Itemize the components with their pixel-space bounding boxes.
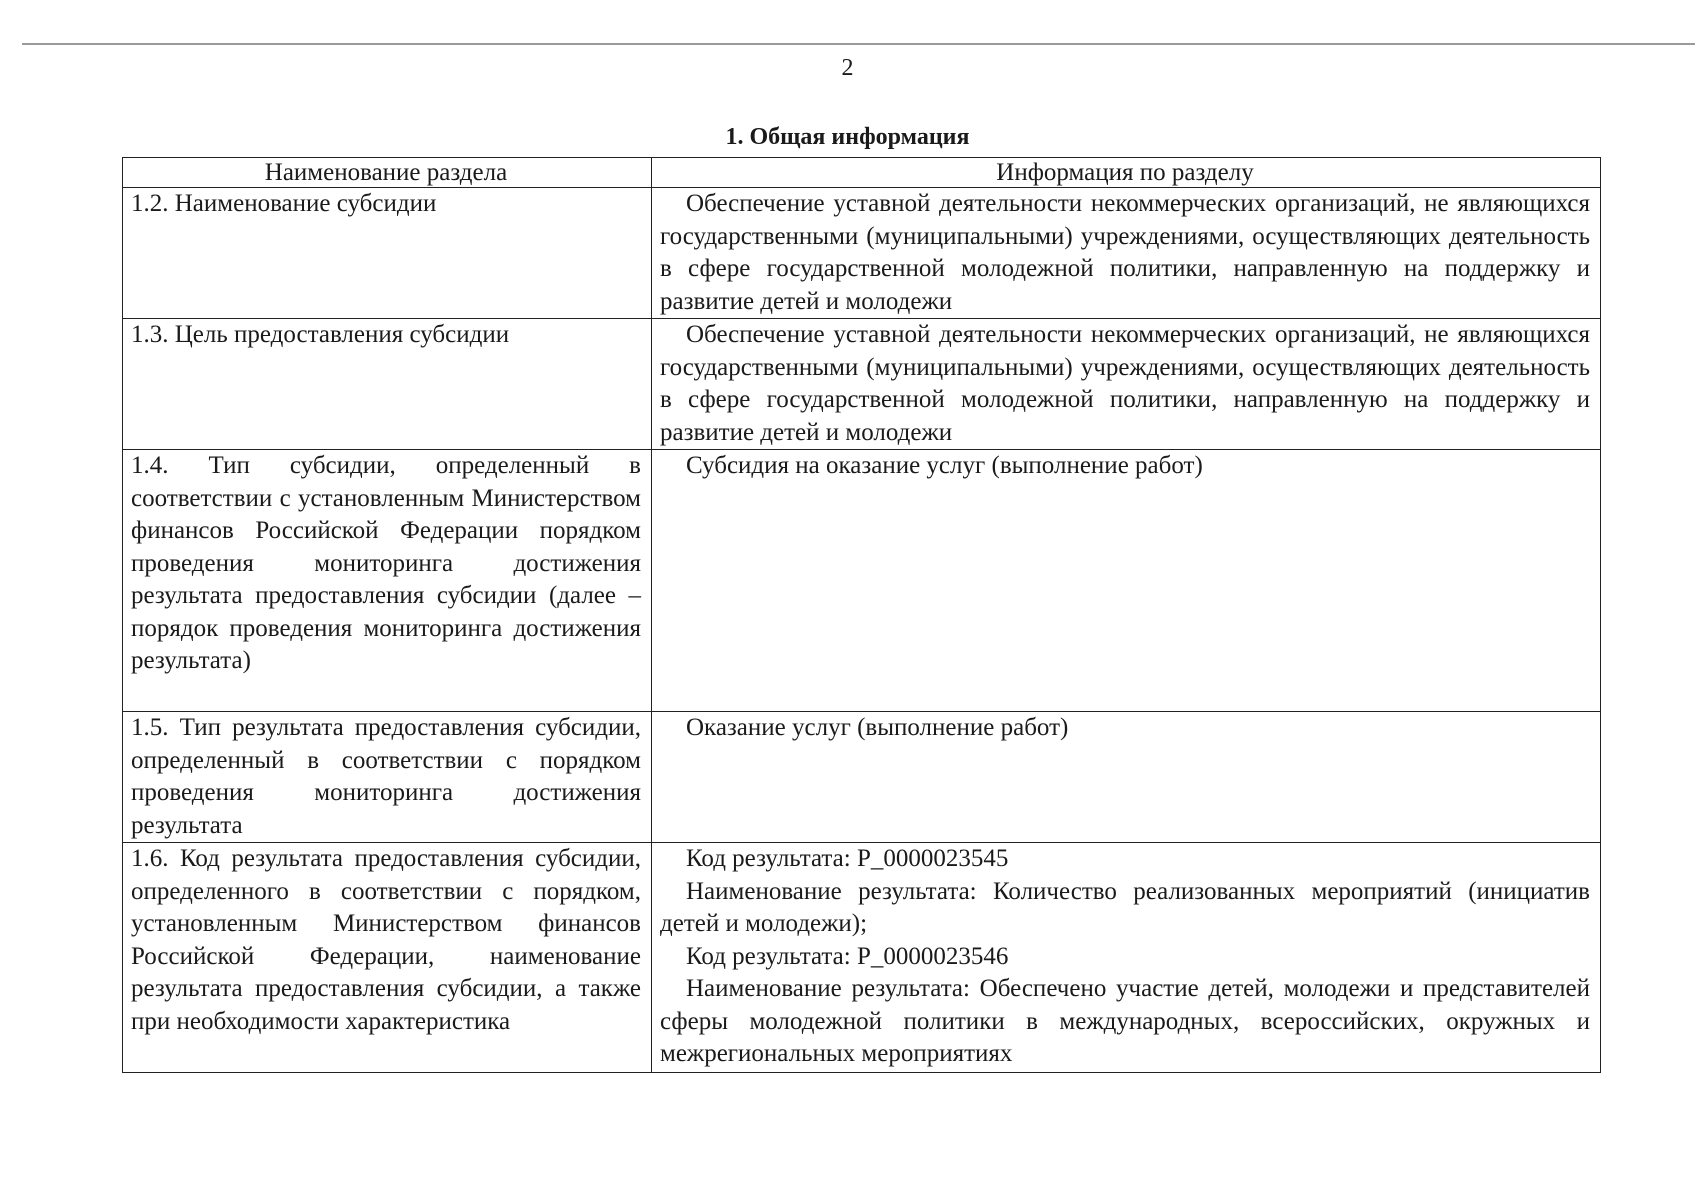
row-info-1-6 (652, 843, 1601, 1073)
info-paragraph: Оказание услуг (выполнение работ) (686, 714, 1069, 741)
table-row (123, 188, 1601, 319)
table-row (123, 712, 1601, 843)
row-name-1-2: 1.2. Наименование субсидии (123, 188, 652, 319)
row-info-1-4 (652, 450, 1601, 712)
header-section-name: Наименование раздела (123, 158, 652, 188)
table-header-row (123, 158, 1601, 188)
row-name-1-3: 1.3. Цель предоставления субсидии (123, 319, 652, 450)
page-number: 2 (841, 55, 854, 81)
table-row (123, 843, 1601, 1073)
info-paragraph: Обеспечение уставной деятельности некоммерческих организаций, не являющихся государственными (муниципальными) учреждениями, осуществляющих деятельность в сфере государственной молодежной политики, направленную на поддержку и развитие детей и молодежи (660, 190, 1590, 315)
row-name-1-5: 1.5. Тип результата предоставления субсидии, определенный в соответствии с порядком проведения мониторинга достижения результата (123, 712, 652, 843)
row-info-1-5 (652, 712, 1601, 843)
result-code-2: Код результата: Р_0000023546 (686, 942, 1009, 970)
header-section-info: Информация по разделу (652, 158, 1601, 188)
row-name-1-6: 1.6. Код результата предоставления субсидии, определенного в соответствии с порядком, установленным Министерством финансов Российской Федерации, наименование результата предоставления субсидии, а также при необходимости характеристика (123, 843, 652, 1073)
row-name-1-4: 1.4. Тип субсидии, определенный в соответствии с установленным Министерством финансов Российской Федерации порядком проведения мониторинга достижения результата предоставления субсидии (далее – порядок проведения мониторинга достижения результата) (123, 450, 652, 712)
info-paragraph: Субсидия на оказание услуг (выполнение работ) (686, 452, 1203, 479)
section-title: 1. Общая информация (725, 124, 970, 150)
row-info-1-2 (652, 188, 1601, 319)
row-info-1-3 (652, 319, 1601, 450)
result-code-1: Код результата: Р_0000023545 (686, 845, 1009, 872)
result-name-2: Наименование результата: Обеспечено участие детей, молодежи и представителей сферы молодежной политики в международных, всероссийских, окружных и межрегиональных мероприятиях (660, 975, 1590, 1067)
general-info-table (122, 157, 1601, 1073)
top-rule (22, 43, 1695, 45)
table-row (123, 319, 1601, 450)
table-row (123, 450, 1601, 712)
info-paragraph: Обеспечение уставной деятельности некоммерческих организаций, не являющихся государственными (муниципальными) учреждениями, осуществляющих деятельность в сфере государственной молодежной политики, направленную на поддержку и развитие детей и молодежи (660, 321, 1590, 446)
result-name-1: Наименование результата: Количество реализованных мероприятий (инициатив детей и молодежи); (660, 877, 1590, 937)
